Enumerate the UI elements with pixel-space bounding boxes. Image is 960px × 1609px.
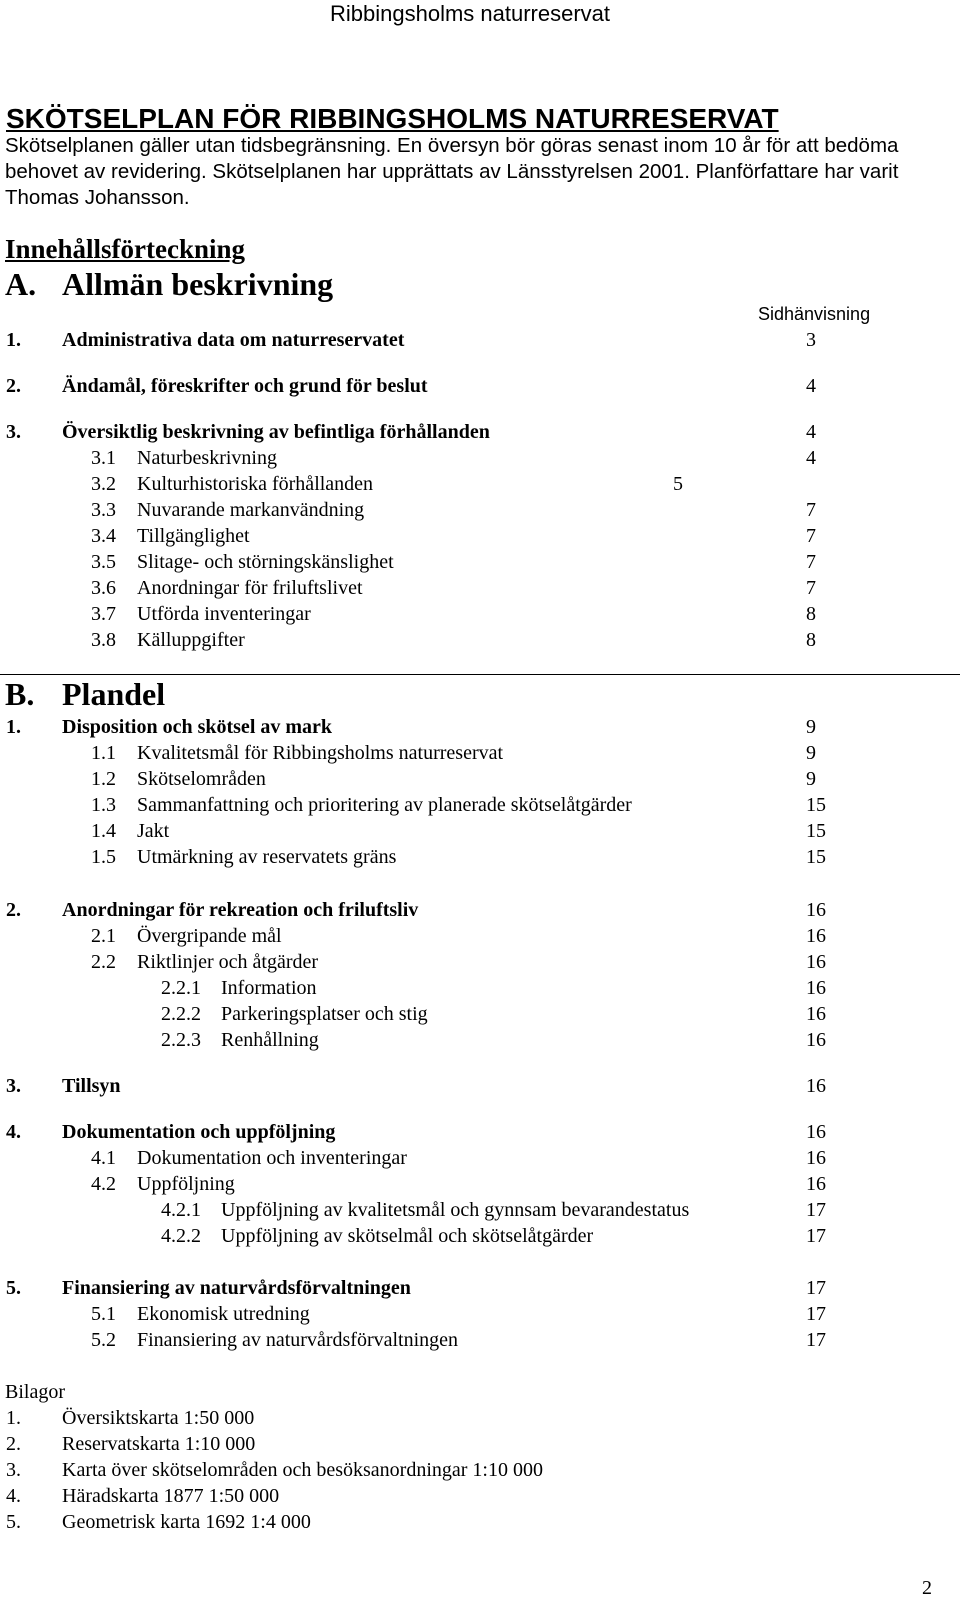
toc-entry-page: 16 xyxy=(806,925,826,947)
toc-entry-number: 4.2.2 xyxy=(161,1225,201,1247)
toc-entry-title: Jakt xyxy=(137,820,170,842)
toc-entry-number: 3.8 xyxy=(91,629,116,651)
toc-entry-number: 5. xyxy=(6,1277,21,1299)
toc-entry-title: Nuvarande markanvändning xyxy=(137,499,365,521)
toc-entry-page: 7 xyxy=(806,525,816,547)
toc-entry-title: Dokumentation och inventeringar xyxy=(137,1147,407,1169)
toc-entry-page: 15 xyxy=(806,846,826,868)
toc-entry-title: Utmärkning av reservatets gräns xyxy=(137,846,397,868)
appendix-title: Reservatskarta 1:10 000 xyxy=(62,1433,256,1455)
toc-entry-page: 16 xyxy=(806,899,826,921)
toc-entry-page: 9 xyxy=(806,768,816,790)
toc-entry-page: 17 xyxy=(806,1303,826,1325)
toc-entry-page: 15 xyxy=(806,794,826,816)
toc-entry-number: 4.1 xyxy=(91,1147,116,1169)
toc-entry-page: 15 xyxy=(806,820,826,842)
toc-entry-title: Källuppgifter xyxy=(137,629,245,651)
toc-entry-page: 8 xyxy=(806,629,816,651)
toc-entry-title: Tillgänglighet xyxy=(137,525,250,547)
toc-entry-title: Finansiering av naturvårdsförvaltningen xyxy=(62,1277,411,1299)
page-ref-header: Sidhänvisning xyxy=(758,304,871,324)
toc-entry-page: 16 xyxy=(806,1075,826,1097)
toc-entry-number: 1.4 xyxy=(91,820,116,842)
toc-entry-number: 1.2 xyxy=(91,768,116,790)
toc-entry-title: Finansiering av naturvårdsförvaltningen xyxy=(137,1329,459,1351)
toc-entry-title: Övergripande mål xyxy=(137,925,282,947)
toc-entry-number: 1.5 xyxy=(91,846,116,868)
toc-entry-title: Dokumentation och uppföljning xyxy=(62,1121,336,1143)
toc-entry-number: 4.2 xyxy=(91,1173,116,1195)
toc-entry-page: 17 xyxy=(806,1329,826,1351)
appendix-number: 2. xyxy=(6,1433,21,1455)
section-b-title: Plandel xyxy=(62,676,166,712)
document-title: SKÖTSELPLAN FÖR RIBBINGSHOLMS NATURRESERVAT xyxy=(6,103,779,134)
toc-entry-number: 3. xyxy=(6,421,21,443)
toc-entry-number: 5.2 xyxy=(91,1329,116,1351)
toc-entry-title: Ekonomisk utredning xyxy=(137,1303,310,1325)
toc-entry-page: 16 xyxy=(806,1173,826,1195)
page-number: 2 xyxy=(922,1577,932,1599)
toc-entry-number: 3.3 xyxy=(91,499,116,521)
toc-entry-title: Uppföljning av kvalitetsmål och gynnsam bevarandestatus xyxy=(221,1199,690,1221)
toc-entry-page: 17 xyxy=(806,1199,826,1221)
intro-line-1: Skötselplanen gäller utan tidsbegränsning. En översyn bör göras senast inom 10 år för att bedöma xyxy=(5,134,899,157)
appendix-number: 5. xyxy=(6,1511,21,1533)
toc-entry-page: 7 xyxy=(806,551,816,573)
toc-entry-page: 16 xyxy=(806,951,826,973)
toc-entry-title: Administrativa data om naturreservatet xyxy=(62,329,405,351)
toc-entry-page: 7 xyxy=(806,499,816,521)
section-b-letter: B. xyxy=(5,676,35,712)
appendix-number: 4. xyxy=(6,1485,21,1507)
toc-entry-page: 4 xyxy=(806,375,816,397)
toc-entry-title: Disposition och skötsel av mark xyxy=(62,716,333,738)
toc-entry-page: 4 xyxy=(806,447,816,469)
toc-entry-number: 3.4 xyxy=(91,525,116,547)
toc-entry-number: 3.5 xyxy=(91,551,116,573)
toc-entry-number: 2. xyxy=(6,899,21,921)
appendix-title: Översiktskarta 1:50 000 xyxy=(62,1407,255,1429)
toc-entry-title: Översiktlig beskrivning av befintliga förhållanden xyxy=(62,421,490,443)
toc-entry-number: 2.2.1 xyxy=(161,977,201,999)
toc-entry-page: 17 xyxy=(806,1277,826,1299)
toc-entry-title: Uppföljning xyxy=(137,1173,235,1195)
toc-entry-number: 1. xyxy=(6,716,21,738)
toc-entry-title: Tillsyn xyxy=(62,1075,121,1097)
toc-entry-page: 16 xyxy=(806,977,826,999)
toc-entry-page: 7 xyxy=(806,577,816,599)
toc-entry-number: 3. xyxy=(6,1075,21,1097)
toc-entry-number: 3.1 xyxy=(91,447,116,469)
toc-entry-number: 4.2.1 xyxy=(161,1199,201,1221)
toc-entry-page: 8 xyxy=(806,603,816,625)
toc-heading: Innehållsförteckning xyxy=(5,234,246,264)
toc-entry-number: 3.2 xyxy=(91,473,116,495)
toc-entry-page: 16 xyxy=(806,1147,826,1169)
appendix-title: Häradskarta 1877 1:50 000 xyxy=(62,1485,280,1507)
toc-entry-number: 2.2.2 xyxy=(161,1003,201,1025)
toc-entry-number: 2.1 xyxy=(91,925,116,947)
toc-entry-title: Parkeringsplatser och stig xyxy=(221,1003,428,1025)
appendix-title: Geometrisk karta 1692 1:4 000 xyxy=(62,1511,311,1533)
toc-entry-number: 1. xyxy=(6,329,21,351)
toc-entry-page: 16 xyxy=(806,1003,826,1025)
toc-entry-page: 16 xyxy=(806,1121,826,1143)
toc-entry-title: Anordningar för friluftslivet xyxy=(137,577,363,599)
toc-entry-title: Anordningar för rekreation och friluftsliv xyxy=(62,899,419,921)
toc-entry-number: 2. xyxy=(6,375,21,397)
running-header: Ribbingsholms naturreservat xyxy=(330,1,611,26)
toc-entry-title: Renhållning xyxy=(221,1029,319,1051)
toc-entry-title: Ändamål, föreskrifter och grund för beslut xyxy=(62,375,428,397)
section-divider xyxy=(0,674,960,675)
toc-entry-title: Information xyxy=(221,977,317,999)
intro-line-2: behovet av revidering. Skötselplanen har upprättats av Länsstyrelsen 2001. Planförfattare har varit xyxy=(5,160,899,183)
toc-entry-page: 3 xyxy=(806,329,816,351)
toc-entry-number: 3.6 xyxy=(91,577,116,599)
toc-entry-page: 9 xyxy=(806,742,816,764)
toc-entry-title: Sammanfattning och prioritering av planerade skötselåtgärder xyxy=(137,794,632,816)
toc-entry-number: 5.1 xyxy=(91,1303,116,1325)
toc-entry-title: Slitage- och störningskänslighet xyxy=(137,551,394,573)
toc-entry-number: 1.3 xyxy=(91,794,116,816)
appendix-number: 3. xyxy=(6,1459,21,1481)
toc-entry-title: Utförda inventeringar xyxy=(137,603,311,625)
toc-entry-title: Kulturhistoriska förhållanden xyxy=(137,473,374,495)
toc-entry-title: Kvalitetsmål för Ribbingsholms naturreservat xyxy=(137,742,504,764)
intro-line-3: Thomas Johansson. xyxy=(5,186,190,209)
toc-entry-number: 3.7 xyxy=(91,603,116,625)
toc-entry-title: Riktlinjer och åtgärder xyxy=(137,951,319,973)
appendix-title: Karta över skötselområden och besöksanordningar 1:10 000 xyxy=(62,1459,543,1481)
toc-entry-number: 2.2 xyxy=(91,951,116,973)
appendix-heading: Bilagor xyxy=(5,1381,65,1403)
toc-entry-title: Skötselområden xyxy=(137,768,266,790)
toc-entry-number: 2.2.3 xyxy=(161,1029,201,1051)
toc-entry-number: 4. xyxy=(6,1121,21,1143)
toc-entry-page: 9 xyxy=(806,716,816,738)
toc-entry-number: 1.1 xyxy=(91,742,116,764)
appendix-number: 1. xyxy=(6,1407,21,1429)
toc-entry-page: 16 xyxy=(806,1029,826,1051)
toc-entry-title: Uppföljning av skötselmål och skötselåtgärder xyxy=(221,1225,594,1247)
section-a-title: Allmän beskrivning xyxy=(62,266,334,302)
section-a-letter: A. xyxy=(5,266,37,302)
toc-entry-page: 5 xyxy=(673,473,683,495)
toc-entry-page: 17 xyxy=(806,1225,826,1247)
toc-entry-page: 4 xyxy=(806,421,816,443)
toc-entry-title: Naturbeskrivning xyxy=(137,447,277,469)
